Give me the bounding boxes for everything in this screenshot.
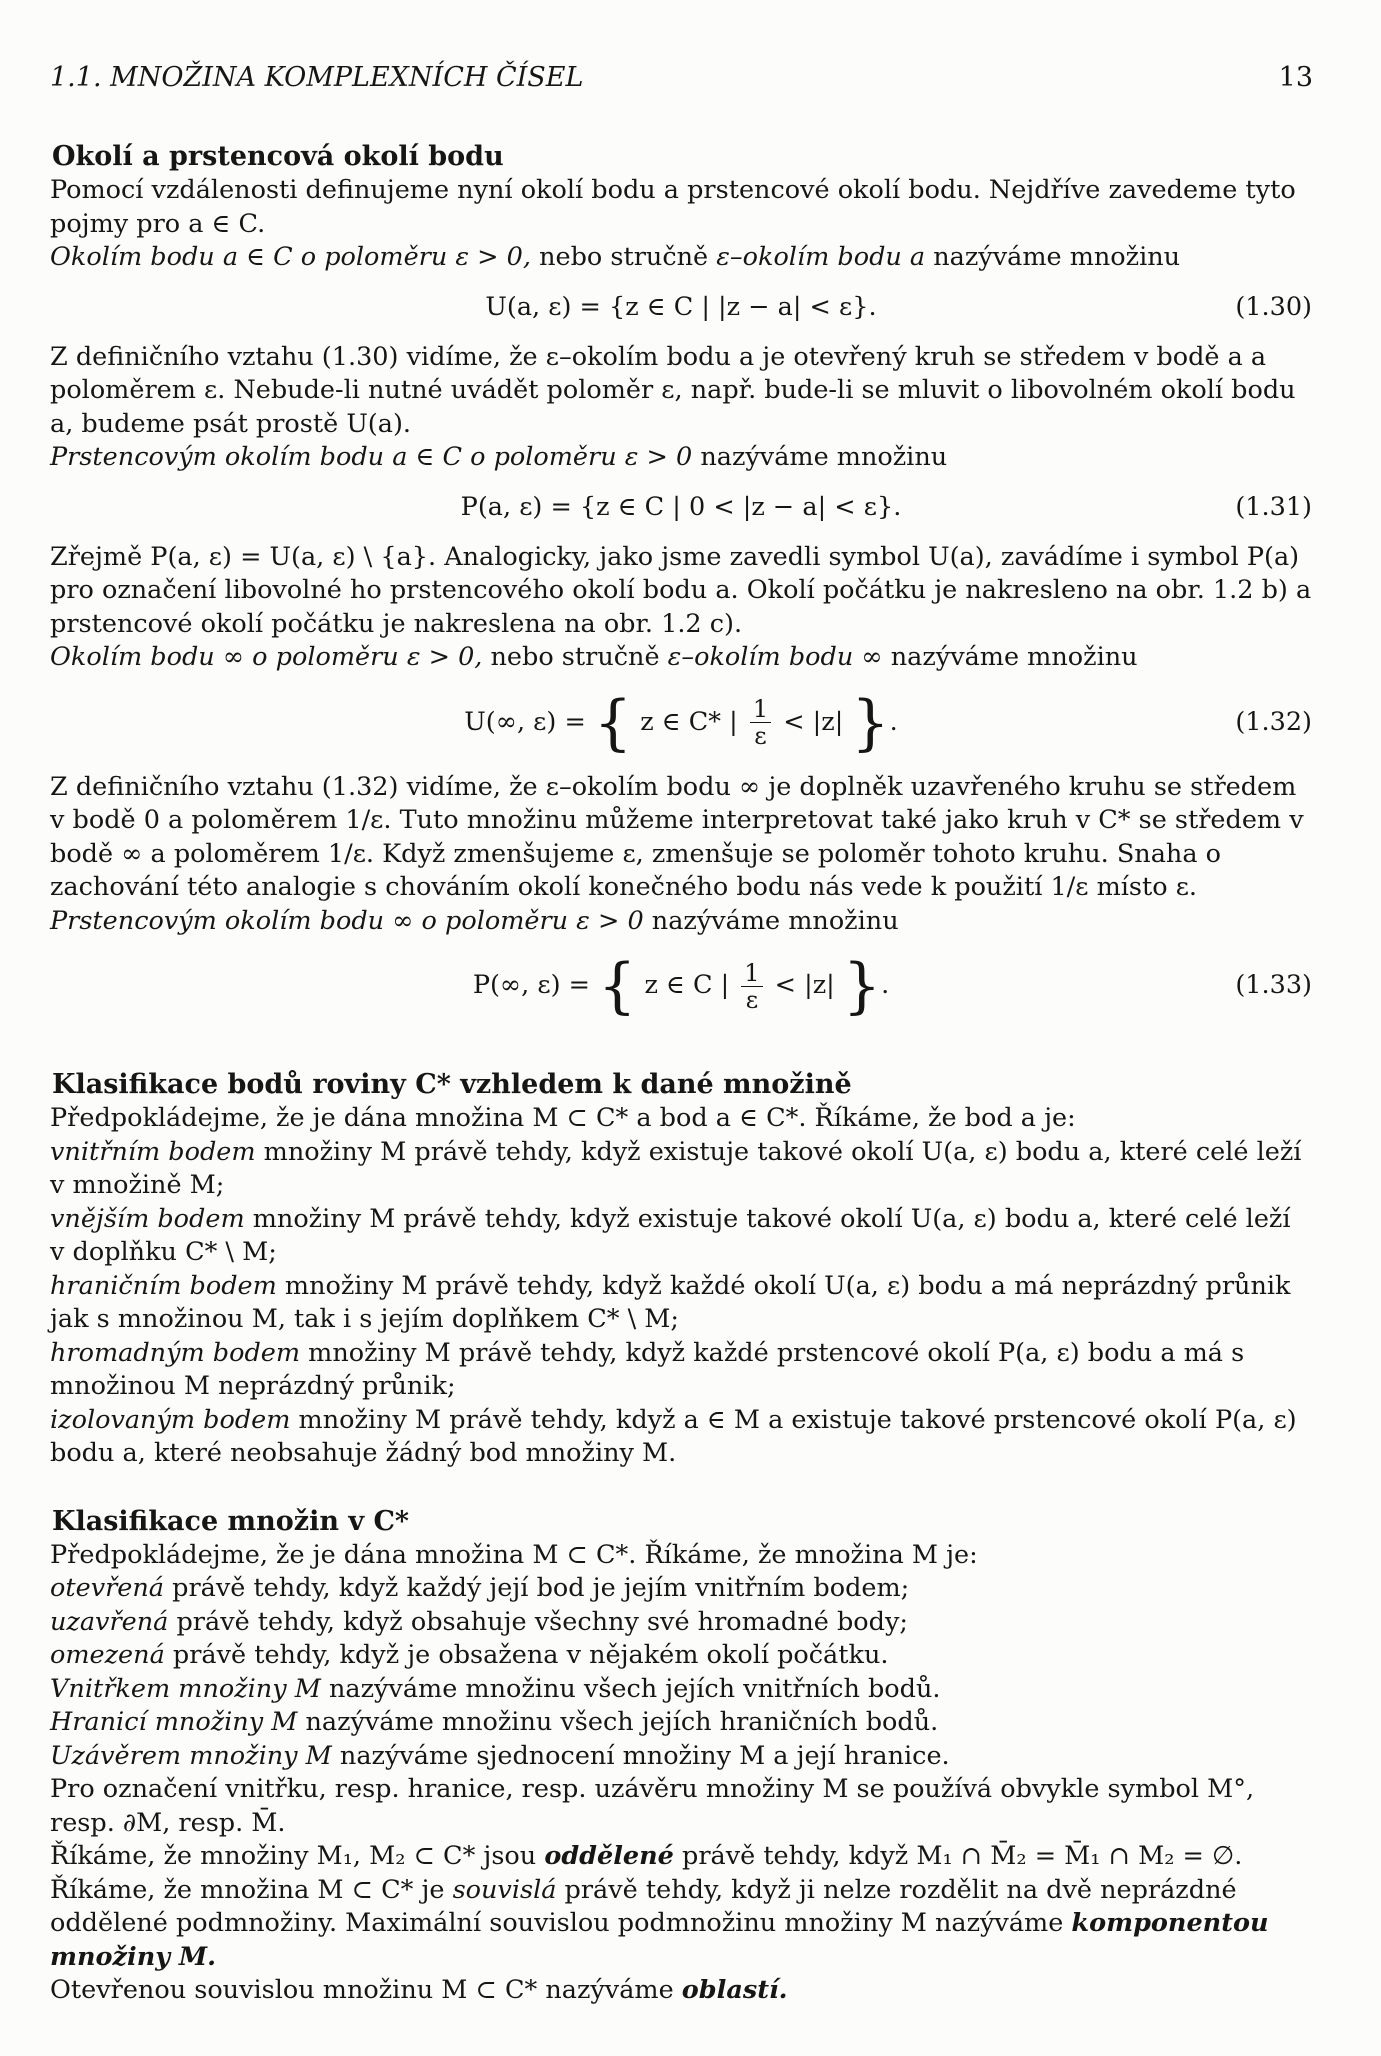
paragraph-after-1-30: Z definičního vztahu (1.30) vidíme, že ε–okolím bodu a je otevřený kruh se středem v bodě a a poloměrem ε. Nebude-li nutné uvádět poloměr ε, např. bude-li se mluvit o libovolném okolí bodu a, budeme psát prostě U(a).	[50, 341, 1296, 439]
list-item: vnitřním bodem množiny M právě tehdy, když existuje takové okolí U(a, ε) bodu a, které celé leží v množině M;	[50, 1136, 1302, 1200]
page-number: 13	[1278, 62, 1313, 93]
formula: P(a, ε) = {z ∈ C | 0 < |z − a| < ε}.	[460, 491, 902, 522]
paragraph-after-1-31: Zřejmě P(a, ε) = U(a, ε) \ {a}. Analogicky, jako jsme zavedli symbol U(a), zavádíme i symbol P(a) pro označení libovolné ho prstencového okolí bodu a. Okolí počátku je nakresleno na obr. 1.2 b) a prstencové okolí počátku je nakreslena na obr. 1.2 c).	[50, 541, 1312, 639]
intro-paragraph: Pomocí vzdálenosti definujeme nyní okolí bodu a prstencové okolí bodu. Nejdříve zavedeme tyto pojmy pro a ∈ C.	[50, 175, 1296, 239]
equation-number: (1.30)	[1235, 291, 1312, 322]
equation-number: (1.32)	[1235, 706, 1312, 737]
notation-paragraph: Pro označení vnitřku, resp. hranice, resp. uzávěru množiny M se používá obvykle symbol M°, resp. ∂M, resp. M̄.	[50, 1774, 1255, 1838]
section-heading-set-classification: Klasifikace množin v C*	[52, 1505, 410, 1537]
list-item: hromadným bodem množiny M právě tehdy, když každé prstencové okolí P(a, ε) bodu a má s množinou M neprázdný průnik;	[50, 1337, 1245, 1401]
equation-1-32	[50, 675, 1312, 771]
list-item: hraničním bodem množiny M právě tehdy, když každé okolí U(a, ε) bodu a má neprázdný průnik jak s množinou M, tak i s jejím doplňkem C* \ M;	[50, 1270, 1291, 1334]
definition-connected: Říkáme, že množina M ⊂ C* je souvislá právě tehdy, když ji nelze rozdělit na dvě neprázdné oddělené podmnožiny. Maximální souvislou podmnožinu množiny M nazýváme komponentou množiny M.	[50, 1874, 1269, 1972]
definition-interior: Vnitřkem množiny M nazýváme množinu všech jejích vnitřních bodů.	[50, 1673, 941, 1704]
equation-1-30	[50, 275, 1312, 341]
paragraph-after-1-32: Z definičního vztahu (1.32) vidíme, že ε–okolím bodu ∞ je doplněk uzavřeného kruhu se středem v bodě 0 a poloměrem 1/ε. Tuto množinu můžeme interpretovat také jako kruh v C* se středem v bodě ∞ a poloměrem 1/ε. Když zmenšujeme ε, zmenšuje se poloměr tohoto kruhu. Snaha o zachování této analogie s chováním okolí konečného bodu nás vede k použití 1/ε místo ε.	[50, 771, 1304, 902]
formula: U(a, ε) = {z ∈ C | |z − a| < ε}.	[485, 291, 877, 322]
list-item: izolovaným bodem množiny M právě tehdy, když a ∈ M a existuje takové prstencové okolí P(a, ε) bodu a, které neobsahuje žádný bod množiny M.	[50, 1404, 1297, 1468]
section-heading-neighborhoods: Okolí a prstencová okolí bodu	[52, 141, 504, 172]
running-title: 1.1. MNOŽINA KOMPLEXNÍCH ČÍSEL	[50, 62, 584, 93]
section3-intro: Předpokládejme, že je dána množina M ⊂ C*. Říkáme, že množina M je:	[50, 1539, 978, 1570]
list-item: otevřená právě tehdy, když každý její bod je jejím vnitřním bodem;	[50, 1573, 910, 1603]
fraction: $\frac{1}{\varepsilon}$	[750, 696, 771, 749]
formula: P(∞, ε) = { z ∈ C | $\frac{1}{\varepsilon}$ < |z| }.	[472, 951, 890, 1021]
fraction: $\frac{1}{\varepsilon}$	[741, 960, 762, 1013]
definition-infinity-neighborhood: Okolím bodu ∞ o poloměru ε > 0, nebo stručně ε–okolím bodu ∞ nazýváme množinu	[50, 642, 1138, 672]
equation-number: (1.31)	[1235, 491, 1312, 522]
list-item: omezená právě tehdy, když je obsažena v nějakém okolí počátku.	[50, 1640, 889, 1670]
list-item: uzavřená právě tehdy, když obsahuje všechny své hromadné body;	[50, 1606, 908, 1637]
section-heading-point-classification: Klasifikace bodů roviny C* vzhledem k dané množině	[52, 1069, 852, 1100]
equation-1-33	[50, 938, 1312, 1034]
definition-neighborhood: Okolím bodu a ∈ C o poloměru ε > 0, nebo stručně ε–okolím bodu a nazýváme množinu	[50, 242, 1181, 272]
term-infinity-neighborhood: Okolím bodu ∞ o poloměru ε > 0,	[50, 642, 483, 672]
main-content	[50, 140, 1312, 2008]
term-neighborhood: Okolím bodu a ∈ C o poloměru ε > 0,	[50, 242, 531, 272]
definition-ring-infinity-neighborhood: Prstencovým okolím bodu ∞ o poloměru ε > 0 nazýváme množinu	[50, 905, 899, 936]
definition-domain: Otevřenou souvislou množinu M ⊂ C* nazýváme oblastí.	[50, 1975, 788, 2005]
definition-separated: Říkáme, že množiny M₁, M₂ ⊂ C* jsou oddělené právě tehdy, když M₁ ∩ M̄₂ = M̄₁ ∩ M₂ = ∅.	[50, 1841, 1243, 1871]
equation-1-31	[50, 475, 1312, 541]
term-ring-neighborhood: Prstencovým okolím bodu a ∈ C o poloměru ε > 0	[50, 442, 693, 472]
definition-boundary: Hranicí množiny M nazýváme množinu všech jejích hraničních bodů.	[50, 1707, 939, 1737]
term-ring-infinity-neighborhood: Prstencovým okolím bodu ∞ o poloměru ε > 0	[50, 905, 644, 936]
formula: U(∞, ε) = { z ∈ C* | $\frac{1}{\varepsilon}$ < |z| }.	[464, 687, 898, 758]
term-eps-infinity-neighborhood: ε–okolím bodu ∞	[667, 642, 883, 672]
definition-ring-neighborhood: Prstencovým okolím bodu a ∈ C o poloměru ε > 0 nazýváme množinu	[50, 442, 948, 472]
list-item: vnějším bodem množiny M právě tehdy, když existuje takové okolí U(a, ε) bodu a, které celé leží v doplňku C* \ M;	[50, 1203, 1291, 1267]
equation-number: (1.33)	[1235, 970, 1312, 1001]
term-eps-neighborhood: ε–okolím bodu a	[716, 242, 926, 272]
section2-intro: Předpokládejme, že je dána množina M ⊂ C* a bod a ∈ C*. Říkáme, že bod a je:	[50, 1103, 1076, 1133]
definition-closure: Uzávěrem množiny M nazýváme sjednocení množiny M a její hranice.	[50, 1740, 950, 1771]
page-header	[50, 62, 1313, 102]
